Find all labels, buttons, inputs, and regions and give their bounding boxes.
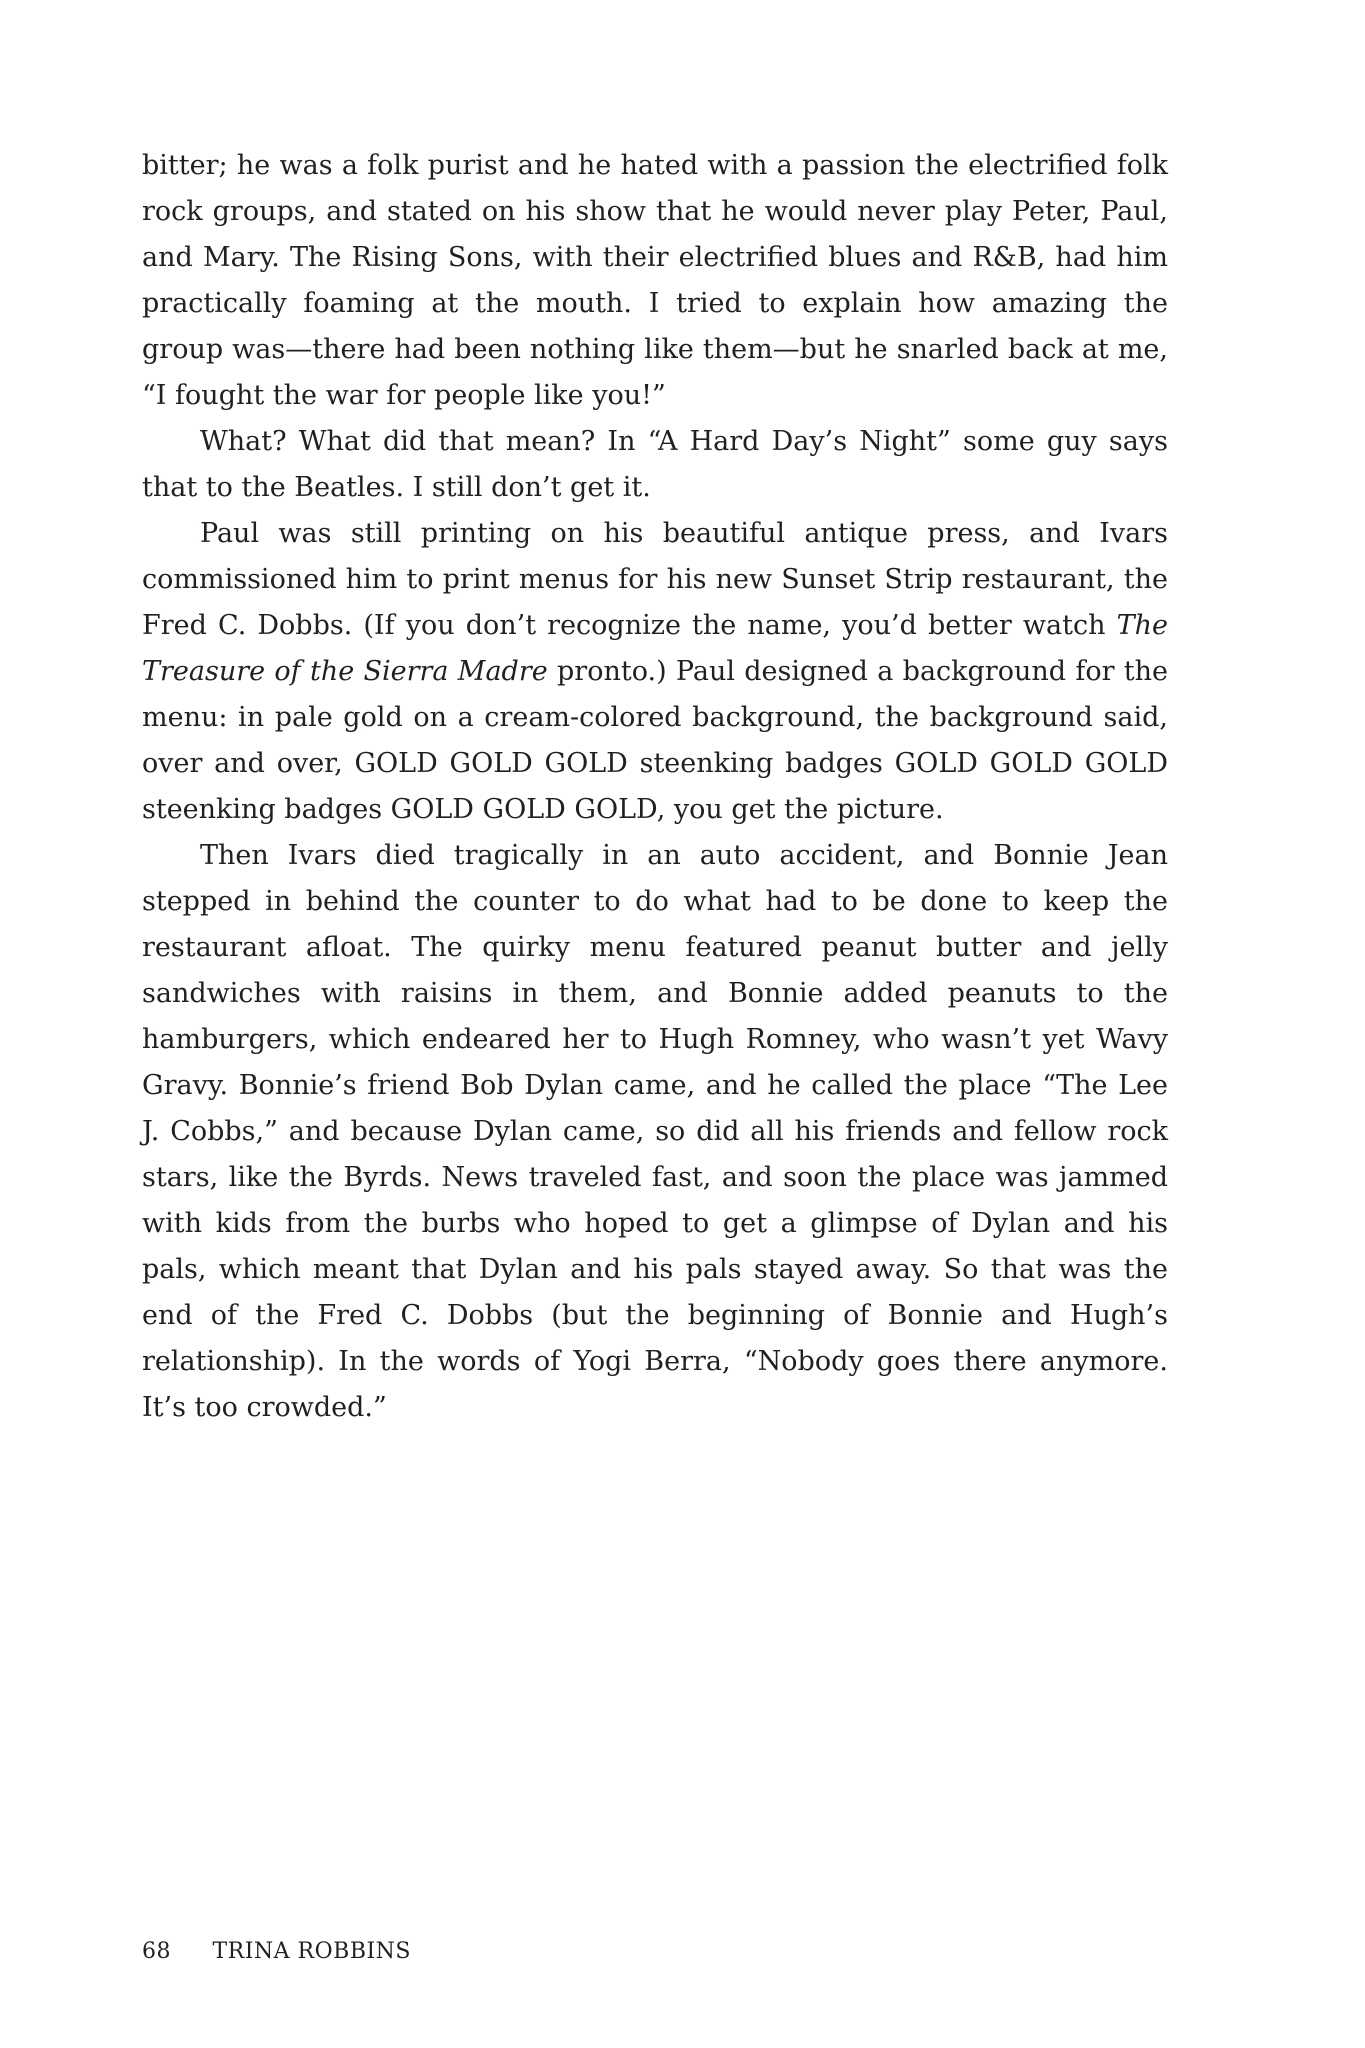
film-title: The Treasure of the Sierra Madre [142,610,1168,687]
paragraph-3-part-a: Paul was still printing on his beautiful antique press, and Ivars commissioned him to print menus for his new Sunset Strip restaurant, the Fred C. Dobbs. (If you don’t recognize the name, you’d better watch [142,518,1168,641]
body-text [142,143,1168,1431]
paragraph-4: Then Ivars died tragically in an auto accident, and Bonnie Jean stepped in behind the counter to do what had to be done to keep the restaurant afloat. The quirky menu featured peanut butter and jelly sandwiches with raisins in them, and Bonnie added peanuts to the hamburgers, which endeared her to Hugh Romney, who wasn’t yet Wavy Gravy. Bonnie’s friend Bob Dylan came, and he called the place “The Lee J. Cobbs,” and because Dylan came, so did all his friends and fellow rock stars, like the Byrds. News traveled fast, and soon the place was jammed with kids from the burbs who hoped to get a glimpse of Dylan and his pals, which meant that Dylan and his pals stayed away. So that was the end of the Fred C. Dobbs (but the beginning of Bonnie and Hugh’s relationship). In the words of Yogi Berra, “Nobody goes there anymore. It’s too crowded.” [142,840,1168,1423]
paragraph-3-part-b: pronto.) Paul designed a background for the menu: in pale gold on a cream-colored background, the background said, over and over, GOLD GOLD GOLD steenking badges GOLD GOLD GOLD steenking badges GOLD GOLD GOLD, you get the picture. [142,656,1168,825]
paragraph-3 [142,511,1168,833]
running-head: TRINA ROBBINS [212,1939,412,1964]
paragraph-1: bitter; he was a folk purist and he hated with a passion the electrified folk rock groups, and stated on his show that he would never play Peter, Paul, and Mary. The Rising Sons, with their electrified blues and R&B, had him practically foaming at the mouth. I tried to explain how amazing the group was—there had been nothing like them—but he snarled back at me, “I fought the war for people like you!” [142,150,1168,411]
page-number: 68 [142,1939,171,1964]
page-footer [142,1937,411,1967]
paragraph-2: What? What did that mean? In “A Hard Day’s Night” some guy says that to the Beatles. I still don’t get it. [142,426,1168,503]
